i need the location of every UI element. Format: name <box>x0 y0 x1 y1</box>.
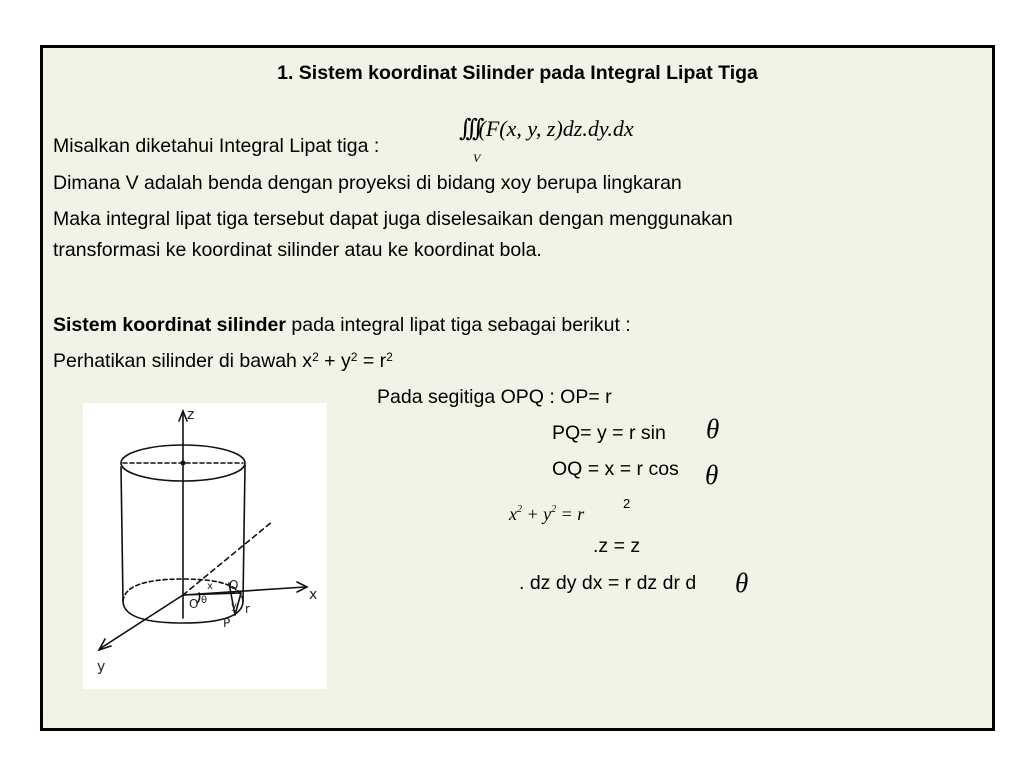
theta-symbol: θ <box>735 568 749 598</box>
label-z: z <box>187 407 195 423</box>
exp: 2 <box>551 504 557 515</box>
axis-point <box>181 461 186 466</box>
cylinder-drawing <box>83 403 327 689</box>
exp: 2 <box>386 350 393 364</box>
slide-frame <box>40 45 995 731</box>
label-o: O <box>189 597 199 611</box>
intro-text: Misalkan diketahui Integral Lipat tiga : <box>53 135 380 157</box>
dimana-line: Dimana V adalah benda dengan proyeksi di bidang xoy berupa lingkaran <box>53 172 682 194</box>
z-line: .z = z <box>593 535 641 557</box>
perhatikan-text: Perhatikan silinder di bawah x <box>53 350 313 372</box>
pythagoras-eq <box>509 502 584 526</box>
eq-r: = r <box>556 504 585 524</box>
exp: 2 <box>517 504 522 515</box>
eq-x: x <box>509 504 517 524</box>
label-y: y <box>97 659 106 675</box>
perhatikan-plus: + y <box>318 350 351 372</box>
sistem-bold: Sistem koordinat silinder <box>53 314 286 336</box>
integrand: (F(x, y, z)dz.dy.dx <box>478 116 634 141</box>
integral-region: V <box>473 151 481 165</box>
label-y-small: y <box>231 601 237 612</box>
theta-symbol: θ <box>705 460 719 490</box>
eq-exponent: 2 <box>623 496 631 511</box>
sistem-rest: pada integral lipat tiga sebagai berikut : <box>285 314 631 336</box>
perhatikan-eq: = r <box>357 350 387 372</box>
label-x-small: x <box>207 581 213 592</box>
triangle-line-1: Pada segitiga OPQ : OP= r <box>377 386 612 408</box>
perhatikan-line <box>53 349 393 373</box>
maka-line-2: transformasi ke koordinat silinder atau ke koordinat bola. <box>53 239 542 261</box>
label-x: x <box>309 587 318 603</box>
eq-y: + y <box>522 504 552 524</box>
cylinder-figure <box>83 403 327 689</box>
slide-title: 1. Sistem koordinat Silinder pada Integral Lipat Tiga <box>277 62 758 84</box>
integral-symbol: ∫∫∫ <box>459 114 479 142</box>
exp: 2 <box>350 350 358 364</box>
jacobian-line: . dz dy dx = r dz dr d <box>519 572 697 594</box>
label-p: P <box>223 616 231 630</box>
label-q: Q <box>229 578 239 592</box>
label-theta: θ <box>201 595 208 606</box>
maka-line-1: Maka integral lipat tiga tersebut dapat juga diselesaikan dengan menggunakan <box>53 208 733 230</box>
triangle-line-3: OQ = x = r cos <box>552 458 679 480</box>
exp: 2 <box>312 350 319 364</box>
triangle-line-2: PQ= y = r sin <box>552 422 666 444</box>
triple-integral <box>459 114 634 142</box>
theta-symbol: θ <box>706 414 720 444</box>
sistem-line <box>53 313 631 337</box>
label-r: r <box>245 602 250 616</box>
